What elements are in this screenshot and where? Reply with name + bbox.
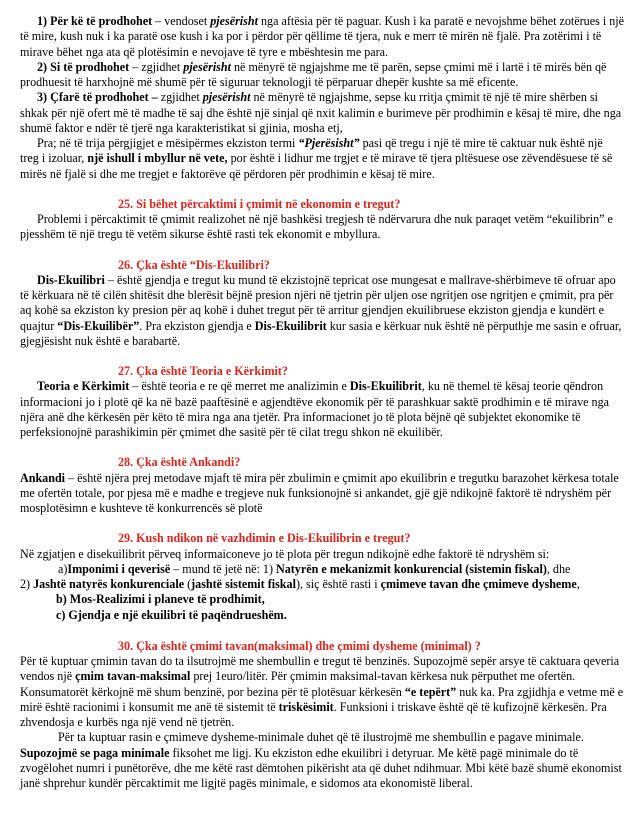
answer-26: Dis-Ekuilibri – është gjendja e tregut ku mund të ekzistojnë tepricat ose mungesat e mallrave-shërbimeve të ofruar apo të kërkuara në të cilën shitësit dhe blerësit bëjnë presion njëri në tjetrin për uljen ose ngritjen ose ngritjen e çmimit, pra për aq kohë sa ekziston ky presion për aq kohë i duhet tregut për të arritur gjendjen ekuilibruese ekziston gjendja e kundërt e quajtur “Dis-Ekuilibër”. Pra ekziston gjendja e Dis-Ekuilibrit kur sasia e kërkuar nuk është në përputhje me sasin e ofruar, gjegjësisht nuk është e barabartë. (20, 272, 622, 348)
item-title: Si të prodhohet (50, 59, 130, 74)
question-heading-25: 25. Si bëhet përcaktimi i çmimit në ekonomin e tregut? (118, 196, 401, 211)
question-heading-29: 29. Kush ndikon në vazhdimin e Dis-Ekuilibrin e tregut? (118, 531, 411, 546)
item-title: Çfarë të prodhohet – (50, 90, 158, 105)
item-number: 1) (37, 14, 48, 28)
item-number: 2) (37, 59, 48, 74)
answer-30: Për të kuptuar çmimin tavan do ta ilsutrojmë me shembullin e tregut të benzinës. Supozojmë sepër arsye të caktuara qeveria vendos një çmim tavan-maksimal prej 1euro/litër. Për çmimin maksimal-tavan kërkesa nuk përputhet me ofertën. Konsumatorët kërkojnë më shum benzinë, por bezina për të plotësuar kërkesën “e tepërt” nuk ka. Pra zgjidhja e vetme më e mirë është racionimi i konsumit me anë të sistemit të triskësimit. Funksioni i triskave është që të kufizojnë kërkesën. Pra zhvendosja e kurbës nga një vend në tjetrën. (20, 654, 624, 729)
answer-29-item-c: c) Gjendja e një ekuilibri të paqëndrueshëm. (56, 607, 287, 622)
answer-27: Teoria e Kërkimit – është teoria e re që merret me analizimin e Dis-Ekuilibrit, ku në themel të kësaj teorie qëndron informacioni jo i plotë që ka në bazë paaftësinë e agjendtëve ekonomik për të parashkuar saktë prodhimin e të mirave nga njëra anë dhe kërkesën për këto të mira nga ana tjetër. Pra informacionet jo të plota bëjnë që subjektet ekonomike të perfeksionojnë parashikimin për çmimet dhe sasitë për të cilat tregu shkon në ekuilibër. (20, 379, 610, 439)
item-number: 3) (37, 90, 48, 105)
question-heading-26: 26. Çka është “Dis-Ekuilibri? (118, 257, 270, 272)
answer-30-minimum: Për ta kuptuar rasin e çmimeve dysheme-minimale duhet që të ilustrojmë me shembullin e pagave minimale. Supozojmë se paga minimale fiksohet me ligj. Ku ekziston edhe ekuilibri i detyruar. Me këtë pagë minimale do të zvogëlohet numri i punëtorëve, dhe me këtë rast dëmtohen pikërisht ata që duhet ndihmuar. Mbi këtë bazë shumë ekonomist janë shprehur kundër përcaktimit me ligjtë pagës minimale, e sidomos ata ekonomistë liberal. (20, 730, 622, 790)
answer-25: Problemi i përcaktimit të çmimit realizohet në një bashkësi tregjesh të ndërvarura dhe nuk paraqet vetëm “ekuilibrin” e pjesshëm të një tregu të vetëm sikurse është rasti tek ekonomit e mbyllura. (20, 212, 613, 242)
answer-29-item-a-cont: 2) Jashtë natyrës konkurenciale (jashtë sistemit fiskal), siç është rasti i çmimeve tavan dhe çmimeve dysheme, (20, 577, 580, 591)
question-heading-28: 28. Çka është Ankandi? (118, 455, 241, 470)
question-heading-27: 27. Çka është Teoria e Kërkimit? (118, 364, 288, 378)
answer-29-item-a: a)Imponimi i qeverisë – mund të jetë në: 1) Natyrën e mekanizmit konkurencial (sistemin fiskal), dhe (58, 561, 571, 576)
paragraph-summary: Pra; në të trija përgjigjet e mësipërmes ekziston termi “Pjerësisht” pasi që tregu i një të mire të caktuar nuk është një treg i izoluar, një ishull i mbyllur në vete, por është i lidhur me trgjet e të mirave të tjera pltësuese ose zëvendësuese të së mirës në fjalë si dhe me tregjet e faktorëve që përdoren për prodhimin e kësaj të mire. (20, 136, 613, 181)
answer-28: Ankandi – është njëra prej metodave mjaft të mira për zbulimin e çmimit apo ekuilibrin e tregutku barazohet kërkesa totale me ofertën totale, por pjesa më e madhe e tregjeve nuk funksionojnë si ankandet, gjë gjë ndikojnë faktorë të ndryshëm për mosplotësimn e kushteve të konkurrencës së plotë (20, 470, 619, 515)
paragraph-how: 2) Si të prodhohet – zgjidhet pjesërisht në mënyrë të ngjajshme me të parën, sepse çmimi më i lartë i të mirës bën që prodhuesit të harxhojnë më shumë për të siguruar teknologji të përparuar dhepër kushte sa më eficente. (20, 59, 607, 89)
item-title: Për kë të prodhohet (50, 14, 153, 28)
paragraph-what: 3) Çfarë të prodhohet – zgjidhet pjesërisht në mënyrë të ngjajshme, sepse ku rritja çmimit të një të mire shërben si shkak për një ofert më të madhe të saj dhe është një sinjal që nxit kalimin e burimeve për prodhimin e kësaj të mire, dhe nga shumë faktor e ndër të tjerë nga karakteristikat si gjinia, mosha etj, (20, 90, 622, 135)
paragraph-for-whom: 1) Për kë të prodhohet – vendoset pjesërisht nga aftësia për të paguar. Kush i ka paratë e nevojshme bëhet zotërues i një të mire, kush nuk i ka paratë ose kush i ka por i përdor për qëllime të tjera, nuk e merr të mirën në fjalë. Pra zotërimi i të mirave bëhet nga ata që plotësimin e nevojave të tyre e mbështesin me para. (20, 14, 624, 59)
answer-29-item-b: b) Mos-Realizimi i planeve të prodhimit, (56, 592, 265, 607)
answer-29: Në zgjatjen e disekuilibrit përveq informaiconeve jo të plota për tregun ndikojnë edhe faktorë të ndryshëm si: (20, 546, 550, 561)
question-heading-30: 30. Çka është çmimi tavan(maksimal) dhe çmimi dysheme (minimal) ? (118, 638, 481, 653)
